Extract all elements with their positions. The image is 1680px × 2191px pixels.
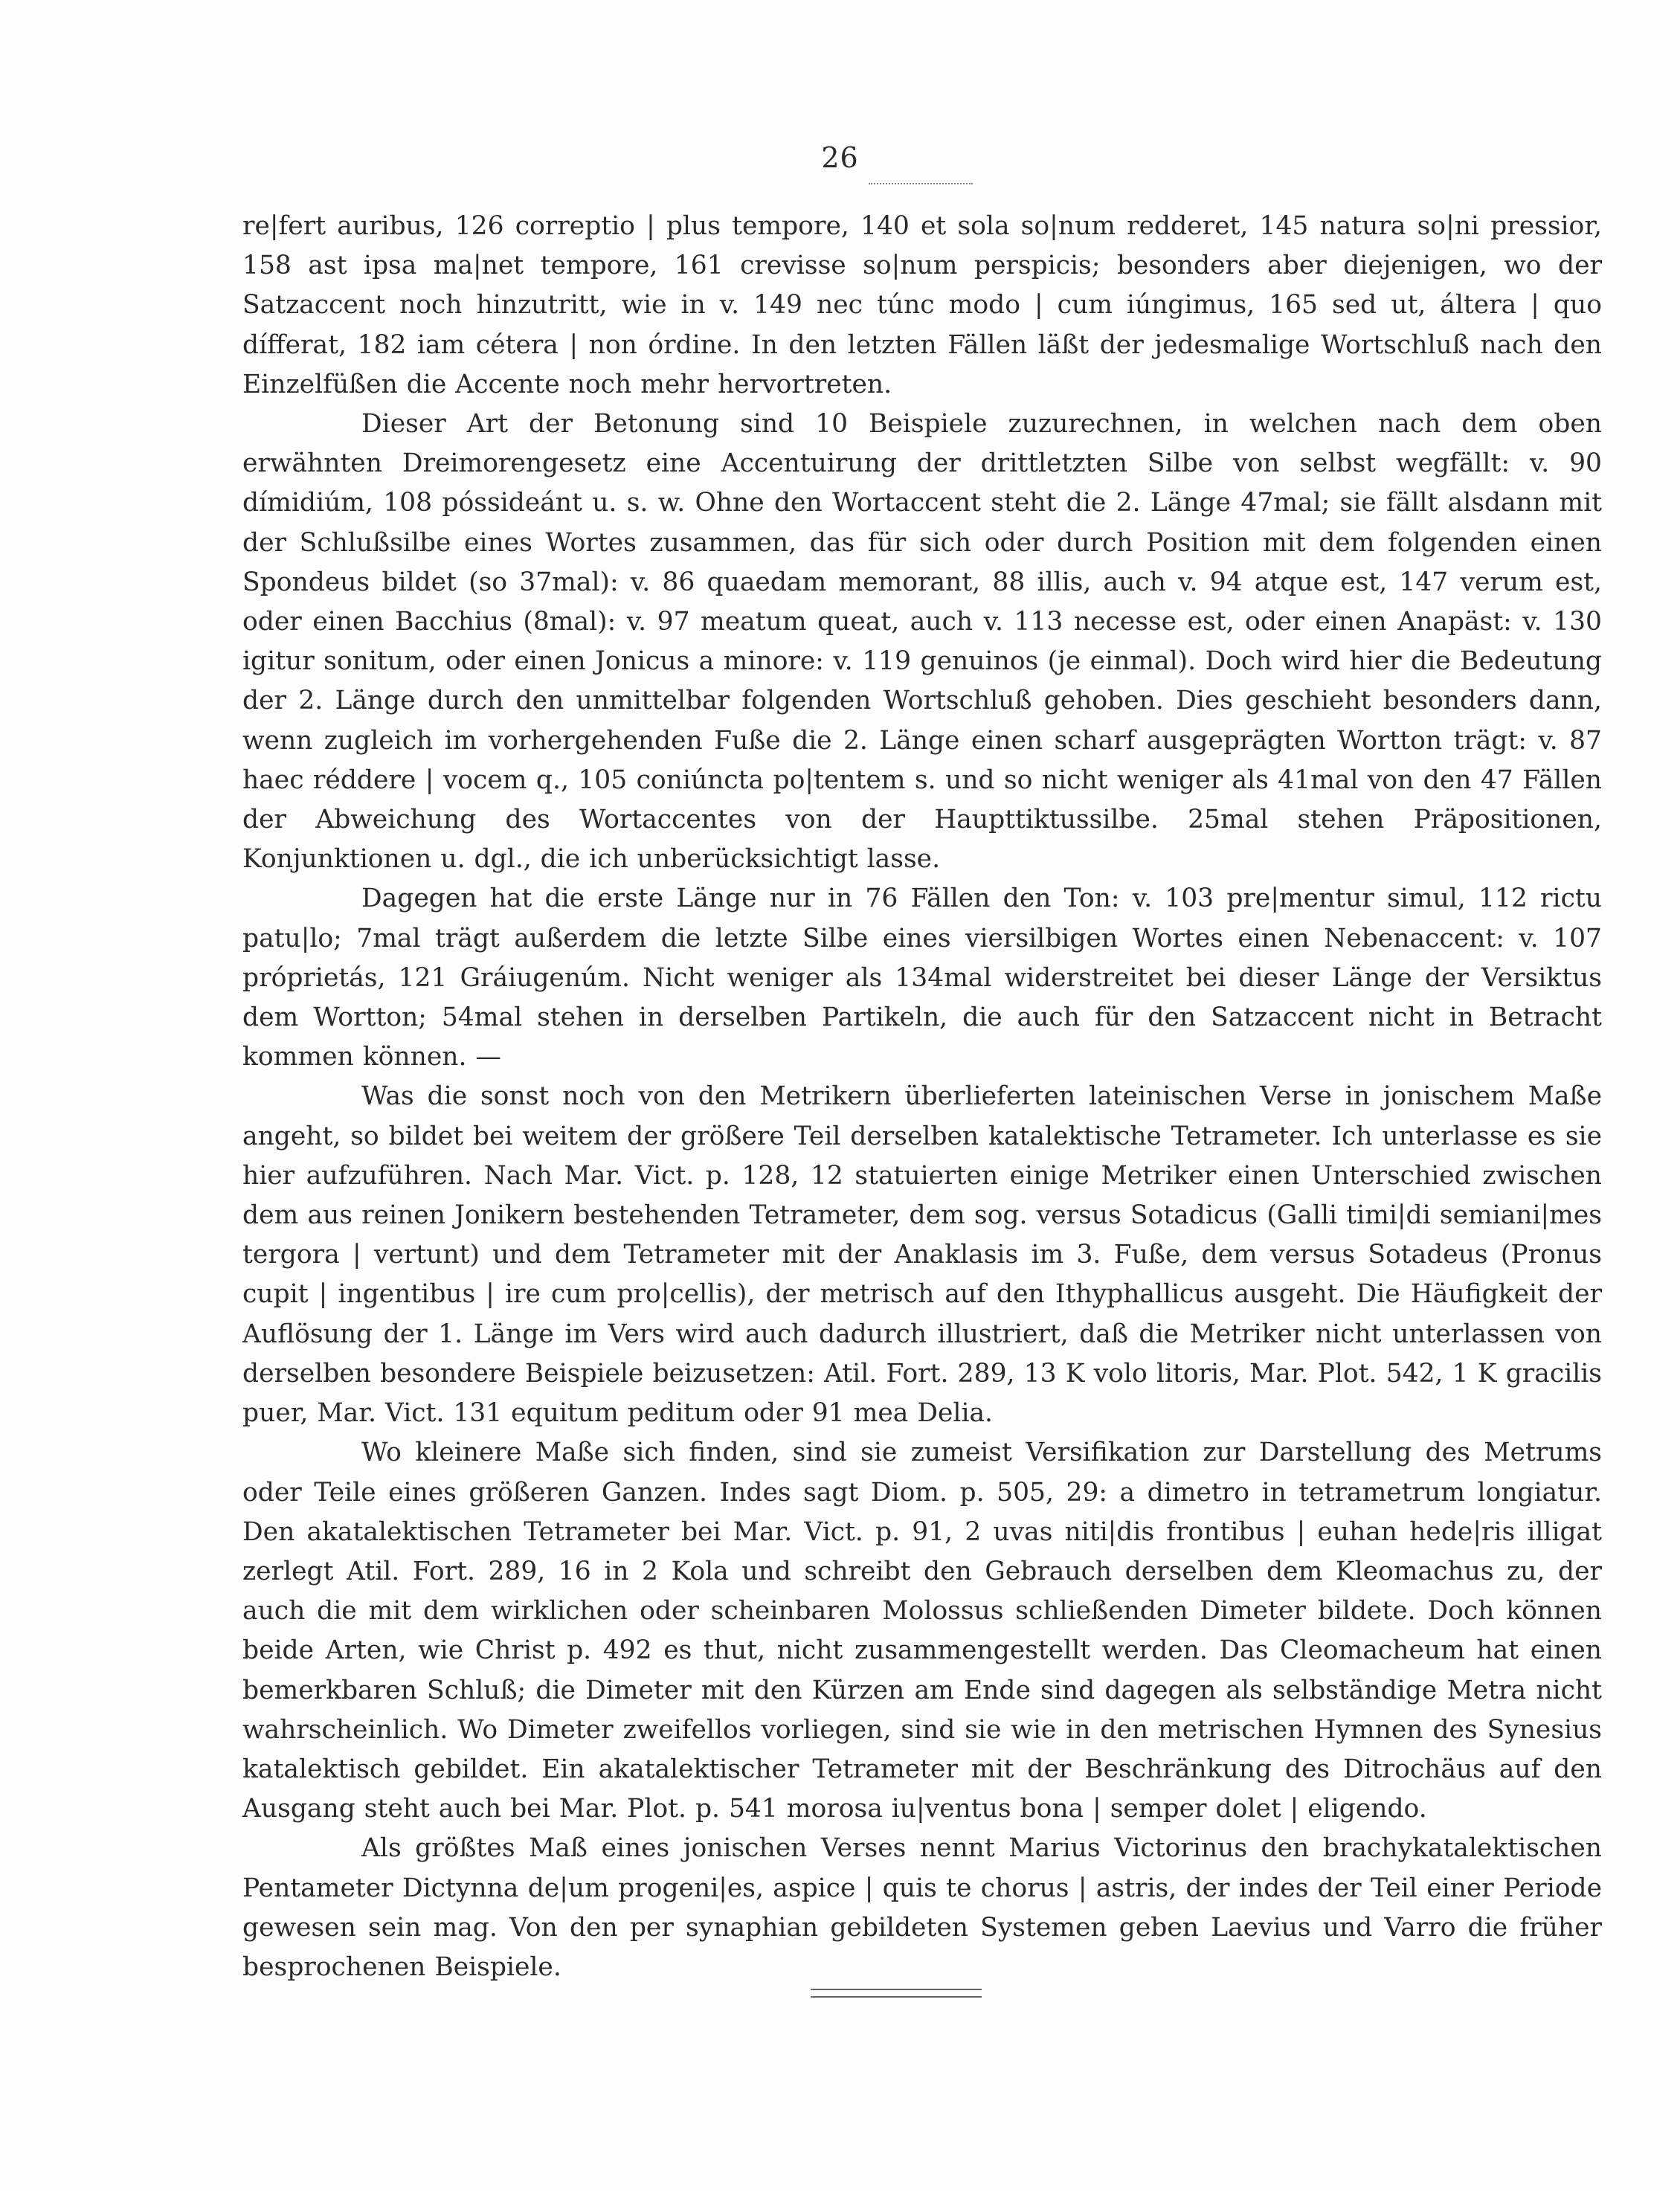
paragraph-6: Als größtes Maß eines jonischen Verses nennt Marius Victorinus den brachykatalektischen Pentameter Dictynna de|um progeni|es, aspice | quis te chorus | astris, der indes der Teil einer Periode gewesen sein mag. Von den per synaphian gebildeten Systemen geben Laevius und Varro die früher besprochenen Beispiele.	[242, 1833, 1602, 1982]
paragraph-2: Dieser Art der Betonung sind 10 Beispiele zuzurechnen, in welchen nach dem oben erwähnten Dreimorengesetz eine Accentuirung der drittletzten Silbe von selbst wegfällt: v. 90 dímidiúm, 108 póssideánt u. s. w. Ohne den Wortaccent steht die 2. Länge 47mal; sie fällt alsdann mit der Schlußsilbe eines Wortes zusammen, das für sich oder durch Position mit dem folgenden einen Spondeus bildet (so 37mal): v. 86 quaedam memorant, 88 illis, auch v. 94 atque est, 147 verum est, oder einen Bacchius (8mal): v. 97 meatum queat, auch v. 113 necesse est, oder einen Anapäst: v. 130 igitur sonitum, oder einen Jonicus a minore: v. 119 genuinos (je einmal). Doch wird hier die Bedeutung der 2. Länge durch den unmittelbar folgenden Wortschluß gehoben. Dies geschieht besonders dann, wenn zugleich im vorhergehenden Fuße die 2. Länge einen scharf ausgeprägten Wortton trägt: v. 87 haec réddere | vocem q., 105 coniúncta po|tentem s. und so nicht weniger als 41mal von den 47 Fällen der Abweichung des Wortaccentes von der Haupttiktussilbe. 25mal stehen Präpositionen, Konjunktionen u. dgl., die ich unberücksichtigt lasse.	[242, 409, 1602, 875]
paragraph-5: Wo kleinere Maße sich finden, sind sie zumeist Versifikation zur Darstellung des Metrums oder Teile eines größeren Ganzen. Indes sagt Diom. p. 505, 29: a dimetro in tetrametrum longiatur. Den akatalektischen Tetrameter bei Mar. Vict. p. 91, 2 uvas niti|dis frontibus | euhan hede|ris illigat zerlegt Atil. Fort. 289, 16 in 2 Kola und schreibt den Gebrauch derselben dem Kleomachus zu, der auch die mit dem wirklichen oder scheinbaren Molossus schließenden Dimeter bildete. Doch können beide Arten, wie Christ p. 492 es thut, nicht zusammengestellt werden. Das Cleomacheum hat einen bemerkbaren Schluß; die Dimeter mit den Kürzen am Ende sind dagegen als selbständige Metra nicht wahrscheinlich. Wo Dimeter zweifellos vorliegen, sind sie wie in den metrischen Hymnen des Synesius katalektisch gebildet. Ein akatalektischer Tetrameter mit der Beschränkung des Ditrochäus auf den Ausgang steht auch bei Mar. Plot. p. 541 morosa iu|ventus bona | semper dolet | eligendo.	[242, 1438, 1602, 1824]
body-text	[242, 207, 1602, 1987]
section-end-rule	[811, 1989, 982, 1998]
paragraph-3: Dagegen hat die erste Länge nur in 76 Fällen den Ton: v. 103 pre|mentur simul, 112 rictu patu|lo; 7mal trägt außerdem die letzte Silbe eines viersilbigen Wortes einen Nebenaccent: v. 107 próprietás, 121 Gráiugenúm. Nicht weniger als 134mal widerstreitet bei dieser Länge der Versiktus dem Wortton; 54mal stehen in derselben Partikeln, die auch für den Satzaccent nicht in Betracht kommen können. —	[242, 884, 1602, 1072]
paragraph-4: Was die sonst noch von den Metrikern überlieferten lateinischen Verse in jonischem Maße angeht, so bildet bei weitem der größere Teil derselben katalektische Tetrameter. Ich unterlasse es sie hier aufzuführen. Nach Mar. Vict. p. 128, 12 statuierten einige Metriker einen Unterschied zwischen dem aus reinen Jonikern bestehenden Tetrameter, dem sog. versus Sotadicus (Galli timi|di semiani|mes tergora | vertunt) und dem Tetrameter mit der Anaklasis im 3. Fuße, dem versus Sotadeus (Pronus cupit | ingentibus | ire cum pro|cellis), der metrisch auf den Ithyphallicus ausgeht. Die Häufigkeit der Auflösung der 1. Länge im Vers wird auch dadurch illustriert, daß die Metriker nicht unterlassen von derselben besondere Beispiele beizusetzen: Atil. Fort. 289, 13 K volo litoris, Mar. Plot. 542, 1 K gracilis puer, Mar. Vict. 131 equitum peditum oder 91 mea Delia.	[242, 1081, 1602, 1429]
page-number: 26	[821, 141, 859, 174]
paragraph-1: re|fert auribus, 126 correptio | plus tempore, 140 et sola so|num redderet, 145 natura so|ni pressior, 158 ast ipsa ma|net tempore, 161 crevisse so|num perspicis; besonders aber diejenigen, wo der Satzaccent noch hinzutritt, wie in v. 149 nec túnc modo | cum iúngimus, 165 sed ut, áltera | quo dífferat, 182 iam cétera | non órdine. In den letzten Fällen läßt der jedesmalige Wortschluß nach den Einzelfüßen die Accente noch mehr hervortreten.	[242, 211, 1602, 399]
page-number-ornament	[869, 183, 973, 184]
